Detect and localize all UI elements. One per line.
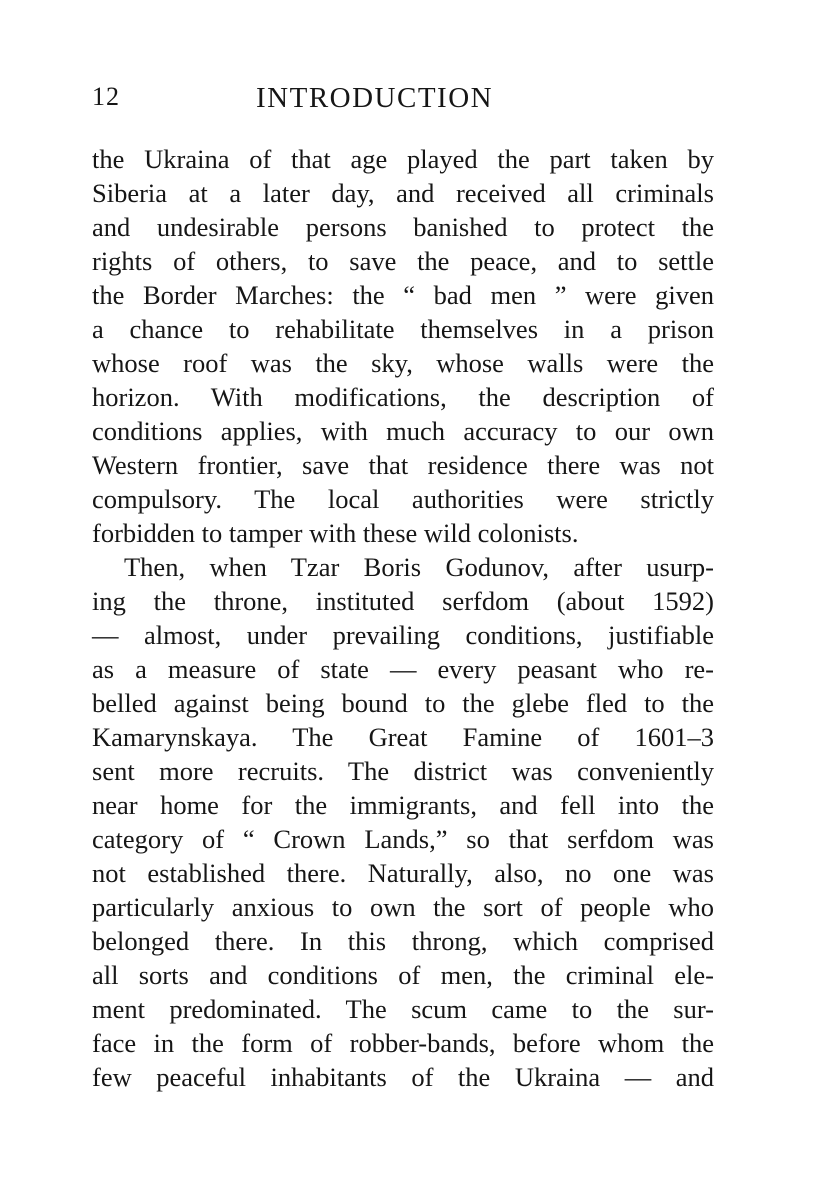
paragraph-2 (92, 550, 714, 1094)
text-line: particularly anxious to own the sort of people who (92, 892, 714, 922)
text-line: ment predominated. The scum came to the sur- (92, 994, 714, 1024)
text-line: not established there. Naturally, also, no one was (92, 858, 714, 888)
text-line: belled against being bound to the glebe fled to the (92, 688, 714, 718)
text-line: belonged there. In this throng, which comprised (92, 926, 714, 956)
page-number: 12 (92, 82, 120, 111)
text-line: near home for the immigrants, and fell into the (92, 790, 714, 820)
text-line: rights of others, to save the peace, and to settle (92, 246, 714, 276)
running-head-title: INTRODUCTION (256, 82, 494, 114)
page-header (92, 82, 712, 122)
text-line: Western frontier, save that residence there was not (92, 450, 714, 480)
text-line: all sorts and conditions of men, the criminal ele- (92, 960, 714, 990)
text-line: conditions applies, with much accuracy to our own (92, 416, 714, 446)
text-line: few peaceful inhabitants of the Ukraina — and (92, 1062, 714, 1092)
text-line: the Border Marches: the “ bad men ” were given (92, 280, 714, 310)
text-line: a chance to rehabilitate themselves in a prison (92, 314, 714, 344)
body-text (92, 142, 714, 1094)
text-line: Siberia at a later day, and received all criminals (92, 178, 714, 208)
paragraph-1 (92, 142, 714, 550)
text-line: forbidden to tamper with these wild colonists. (92, 518, 579, 548)
text-line: compulsory. The local authorities were strictly (92, 484, 714, 514)
text-line: ing the throne, instituted serfdom (about 1592) (92, 586, 714, 616)
text-line: whose roof was the sky, whose walls were the (92, 348, 714, 378)
text-line: Then, when Tzar Boris Godunov, after usurp- (124, 552, 714, 582)
text-line: the Ukraina of that age played the part taken by (92, 144, 714, 174)
text-line: horizon. With modifications, the description of (92, 382, 714, 412)
text-line: face in the form of robber-bands, before whom the (92, 1028, 714, 1058)
text-line: — almost, under prevailing conditions, justifiable (92, 620, 714, 650)
text-line: Kamarynskaya. The Great Famine of 1601–3 (92, 722, 714, 752)
text-line: and undesirable persons banished to protect the (92, 212, 714, 242)
text-line: as a measure of state — every peasant who re- (92, 654, 714, 684)
text-line: category of “ Crown Lands,” so that serfdom was (92, 824, 714, 854)
text-line: sent more recruits. The district was conveniently (92, 756, 714, 786)
